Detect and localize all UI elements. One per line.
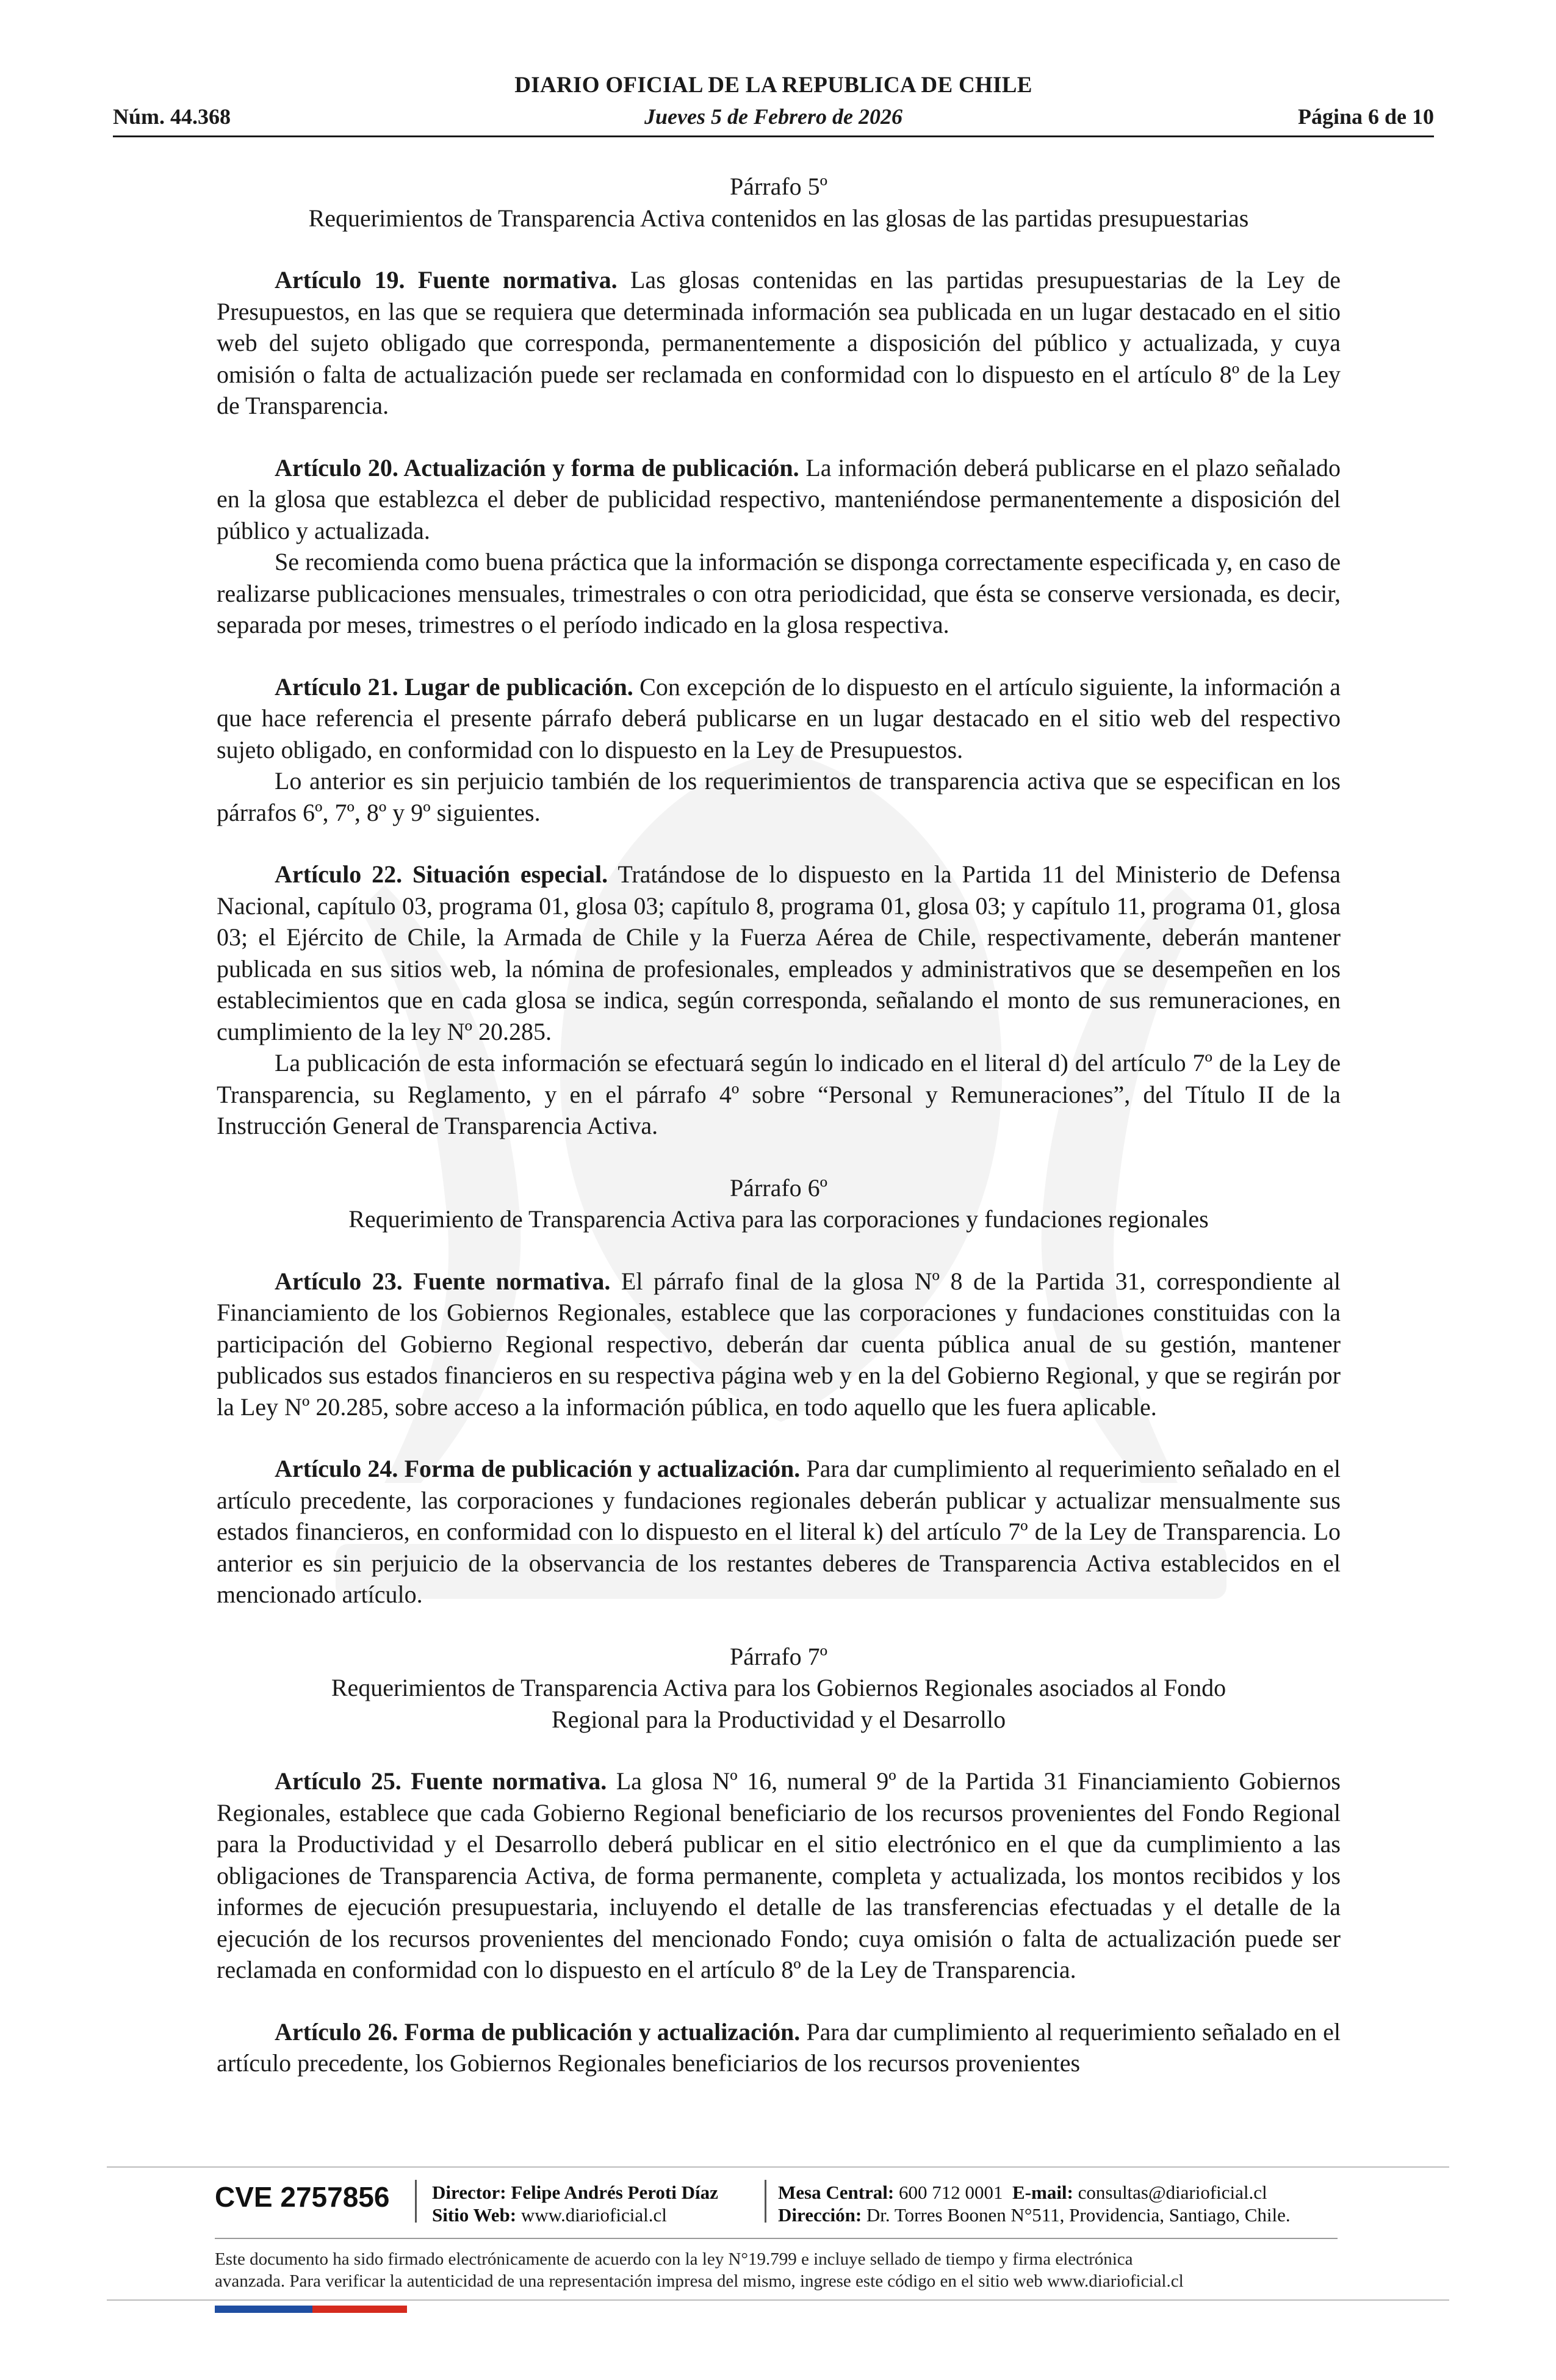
- flag-stripe-blue: [215, 2306, 312, 2313]
- footer-director-block: [432, 2181, 718, 2226]
- issue-number: Núm. 44.368: [113, 104, 231, 129]
- address-label: Dirección:: [778, 2204, 862, 2226]
- article-20: [217, 452, 1341, 547]
- article-paragraph: La publicación de esta información se efectuará según lo indicado en el literal d) del artículo 7º de la Ley de Transparencia, su Reglamento, y en el párrafo 4º sobre “Personal y Remuneraciones”, del Título II de la Instrucción General de Transparencia Activa.: [217, 1049, 1341, 1139]
- page-number: Página 6 de 10: [1297, 104, 1434, 129]
- page-header: [113, 72, 1434, 148]
- director-name: Felipe Andrés Peroti Díaz: [511, 2182, 718, 2203]
- legal-notice: [215, 2248, 1374, 2292]
- article-22: [217, 859, 1341, 1047]
- footer-contact-block: [778, 2181, 1291, 2226]
- article-paragraph: Se recomienda como buena práctica que la información se disponga correctamente especificada y, en caso de realizarse publicaciones mensuales, trimestrales o con otra periodicidad, que ésta se conserve versionada, es decir, separada por meses, trimestres o el período indicado en la glosa respectiva.: [217, 548, 1341, 638]
- article-title: Artículo 19. Fuente normativa.: [275, 266, 618, 294]
- article-text: Tratándose de lo dispuesto en la Partida 11 del Ministerio de Defensa Nacional, capítulo 03, programa 01, glosa 03; capítulo 8, programa 01, glosa 03; y capítulo 11, programa 01, glosa 03; el Ejército de Chile, la Armada de Chile y la Fuerza Aérea de Chile, respectivamente, deberán mantener publicada en sus sitios web, la nómina de profesionales, empleados y administrativos que se desempeñen en los establecimientos que en cada glosa se indica, según corresponda, señalando el monto de sus remuneraciones, en cumplimiento de la ley Nº 20.285.: [217, 860, 1341, 1045]
- article-21: [217, 671, 1341, 766]
- article-text: El párrafo final de la glosa Nº 8 de la Partida 31, correspondiente al Financiamiento de los Gobiernos Regionales, establece que las corporaciones y fundaciones constituidas con la participación del Gobierno Regional respectivo, deberán dar cuenta pública anual de su gestión, mantener publicados sus estados financieros en su respectiva página web y en la del Gobierno Regional, y que se regirán por la Ley Nº 20.285, sobre acceso a la información pública, en todo aquello que les fuera aplicable.: [217, 1267, 1341, 1421]
- header-rule: [113, 135, 1434, 137]
- section-heading: Párrafo 5º: [729, 173, 828, 200]
- article-title: Artículo 25. Fuente normativa.: [275, 1767, 607, 1795]
- legal-line: Este documento ha sido firmado electrónicamente de acuerdo con la ley N°19.799 e incluye sellado de tiempo y firma electrónica: [215, 2249, 1133, 2269]
- site-label: Sitio Web:: [432, 2204, 517, 2226]
- article-title: Artículo 21. Lugar de publicación.: [275, 673, 633, 701]
- newspaper-title: DIARIO OFICIAL DE LA REPUBLICA DE CHILE: [514, 73, 1032, 98]
- section-subheading: Requerimiento de Transparencia Activa para las corporaciones y fundaciones regionales: [348, 1205, 1209, 1233]
- article-26: [217, 2016, 1341, 2079]
- article-text: Con excepción de lo dispuesto en el artículo siguiente, la información a que hace referencia el presente párrafo deberá publicarse en un lugar destacado en el sitio web del respectivo sujeto obligado, en conformidad con lo dispuesto en la Ley de Presupuestos.: [217, 673, 1341, 763]
- section-subheading-line: Regional para la Productividad y el Desarrollo: [551, 1705, 1006, 1733]
- article-19: [217, 264, 1341, 422]
- email-label: E-mail:: [1012, 2182, 1073, 2203]
- article-text: Las glosas contenidas en las partidas presupuestarias de la Ley de Presupuestos, en las que se requiera que determinada información sea publicada en un lugar destacado en el sitio web del sujeto obligado que corresponda, permanentemente a disposición del público y actualizada, y cuya omisión o falta de actualización puede ser reclamada en conformidad con lo dispuesto en el artículo 8º de la Ley de Transparencia.: [217, 266, 1341, 419]
- cve-code: CVE 2757856: [215, 2181, 390, 2213]
- article-title: Artículo 22. Situación especial.: [275, 860, 608, 888]
- article-23: [217, 1266, 1341, 1423]
- site-link[interactable]: www.diarioficial.cl: [520, 2204, 667, 2226]
- article-25: [217, 1765, 1341, 1986]
- article-text: Para dar cumplimiento al requerimiento señalado en el artículo precedente, los Gobiernos Regionales beneficiarios de los recursos provenientes: [217, 2018, 1341, 2077]
- footer-top-rule: [107, 2166, 1449, 2168]
- flag-stripe-red: [312, 2306, 407, 2313]
- section-subheading-line: Requerimientos de Transparencia Activa para los Gobiernos Regionales asociados al Fondo: [331, 1674, 1226, 1701]
- footer-divider: [765, 2180, 766, 2223]
- phone-label: Mesa Central:: [778, 2182, 895, 2203]
- article-title: Artículo 24. Forma de publicación y actualización.: [275, 1455, 801, 1482]
- footer-divider: [415, 2180, 417, 2223]
- section-subheading: Requerimientos de Transparencia Activa contenidos en las glosas de las partidas presupuestarias: [308, 204, 1249, 232]
- article-text: La información deberá publicarse en el plazo señalado en la glosa que establezca el deber de publicidad respectivo, manteniéndose permanentemente a disposición del público y actualizada.: [217, 453, 1341, 544]
- legal-line: avanzada. Para verificar la autenticidad de una representación impresa del mismo, ingrese este código en el sitio web www.diarioficial.cl: [215, 2271, 1184, 2291]
- section-heading: Párrafo 7º: [729, 1642, 828, 1670]
- director-label: Director:: [432, 2182, 506, 2203]
- footer-mid-rule: [215, 2238, 1338, 2239]
- article-text: Para dar cumplimiento al requerimiento señalado en el artículo precedente, las corporaciones y fundaciones regionales deberán publicar y actualizar mensualmente sus estados financieros, en conformidad con lo dispuesto en el literal k) del artículo 7º de la Ley de Transparencia. Lo anterior es sin perjuicio de la observancia de los restantes deberes de Transparencia Activa establecidos en el mencionado artículo.: [217, 1455, 1341, 1608]
- document-body: [217, 171, 1341, 2079]
- email-link[interactable]: consultas@diarioficial.cl: [1078, 2182, 1267, 2203]
- address-value: Dr. Torres Boonen N°511, Providencia, Santiago, Chile.: [866, 2204, 1291, 2226]
- article-24: [217, 1453, 1341, 1610]
- article-paragraph: Lo anterior es sin perjuicio también de los requerimientos de transparencia activa que se especifican en los párrafos 6º, 7º, 8º y 9º siguientes.: [217, 767, 1341, 826]
- article-text: La glosa Nº 16, numeral 9º de la Partida 31 Financiamiento Gobiernos Regionales, establece que cada Gobierno Regional beneficiario de los recursos provenientes del Fondo Regional para la Productividad y el Desarrollo deberá publicar en el sitio electrónico en el que da cumplimiento a las obligaciones de Transparencia Activa, de forma permanente, completa y actualizada, los montos recibidos y los informes de ejecución presupuestaria, incluyendo el detalle de las transferencias efectuadas y el detalle de la ejecución de los recursos provenientes del mencionado Fondo; cuya omisión o falta de actualización puede ser reclamada en conformidad con lo dispuesto en el artículo 8º de la Ley de Transparencia.: [217, 1767, 1341, 1983]
- section-heading: Párrafo 6º: [729, 1174, 828, 1202]
- article-title: Artículo 26. Forma de publicación y actualización.: [275, 2018, 801, 2046]
- article-title: Artículo 20. Actualización y forma de publicación.: [275, 453, 799, 481]
- footer-bottom-rule: [107, 2299, 1449, 2301]
- issue-date: Jueves 5 de Febrero de 2026: [644, 104, 902, 129]
- article-title: Artículo 23. Fuente normativa.: [275, 1267, 611, 1295]
- phone-value: 600 712 0001: [899, 2182, 1003, 2203]
